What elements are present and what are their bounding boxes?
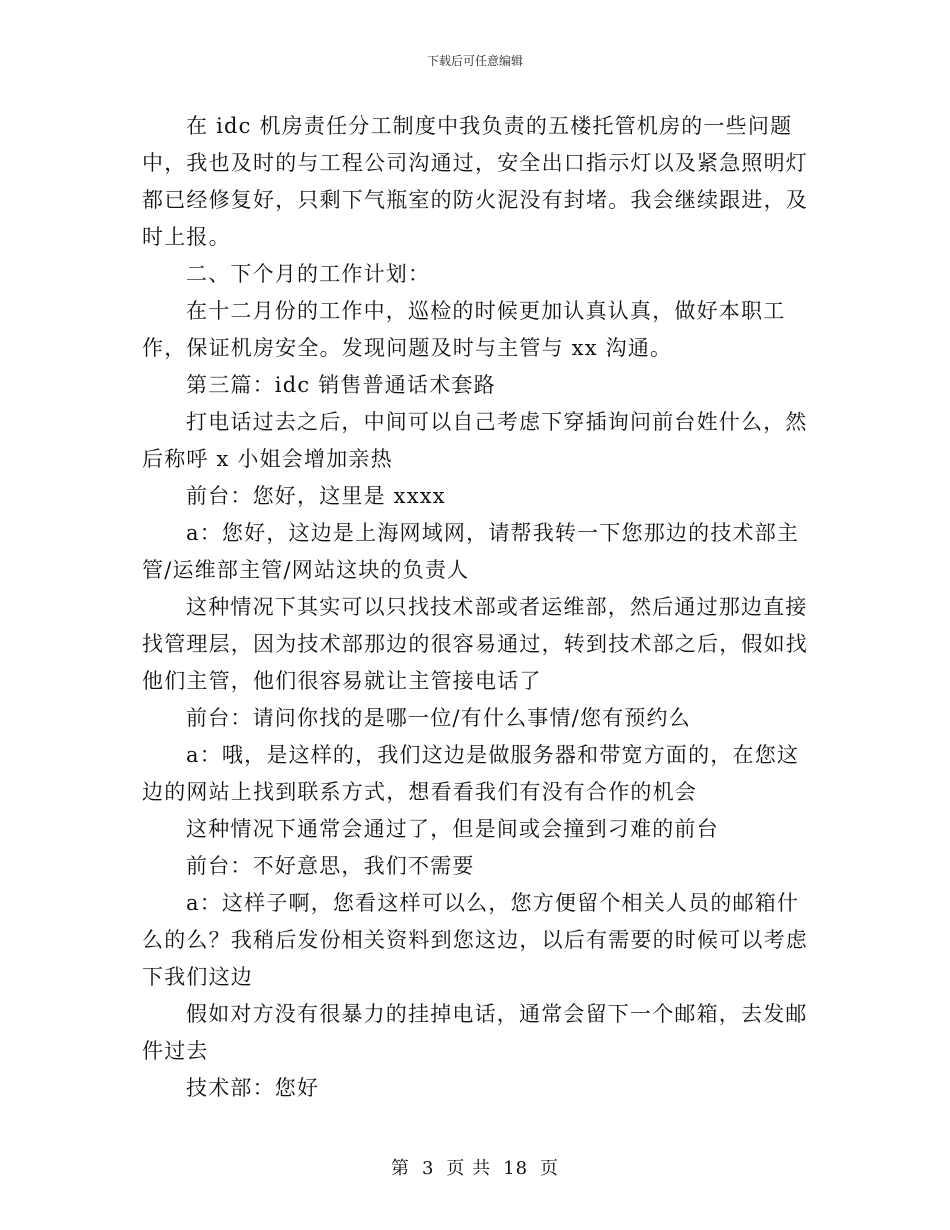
paragraph: 在 idc 机房责任分工制度中我负责的五楼托管机房的一些问题中，我也及时的与工程公司沟通过，安全出口指示灯以及紧急照明灯都已经修复好，只剩下气瓶室的防火泥没有封堵。我会继续跟进，及时上报。 bbox=[142, 114, 808, 249]
dialogue-line: 前台：您好，这里是 xxxx bbox=[186, 484, 446, 508]
footer-page-number: 3 bbox=[421, 1158, 435, 1179]
dialogue-line: 前台：请问你找的是哪一位/有什么事情/您有预约么 bbox=[186, 706, 691, 730]
dialogue-line: a：哦，是这样的，我们这边是做服务器和带宽方面的，在您这边的网站上找到联系方式，想看看我们有没有合作的机会 bbox=[142, 743, 800, 804]
document-body bbox=[142, 108, 810, 1107]
paragraph: 这种情况下通常会通过了，但是间或会撞到刁难的前台 bbox=[186, 817, 719, 841]
section-heading: 二、下个月的工作计划： bbox=[186, 262, 431, 286]
dialogue-line: 技术部：您好 bbox=[186, 1076, 320, 1100]
paragraph: 假如对方没有很暴力的挂掉电话，通常会留下一个邮箱，去发邮件过去 bbox=[142, 1002, 808, 1063]
footer-prefix: 第 bbox=[390, 1158, 410, 1179]
dialogue-line: a：这样子啊，您看这样可以么，您方便留个相关人员的邮箱什么的么？我稍后发份相关资料到您这边，以后有需要的时候可以考虑下我们这边 bbox=[142, 891, 808, 989]
page-footer bbox=[0, 1154, 950, 1180]
dialogue-line: a：您好，这边是上海网域网，请帮我转一下您那边的技术部主管/运维部主管/网站这块的负责人 bbox=[142, 521, 800, 582]
section-heading: 第三篇：idc 销售普通话术套路 bbox=[186, 373, 496, 397]
page-header: 下载后可任意编辑 bbox=[426, 54, 523, 68]
footer-total-pages: 18 bbox=[503, 1158, 529, 1179]
footer-middle: 页 共 bbox=[446, 1158, 492, 1179]
paragraph: 打电话过去之后，中间可以自己考虑下穿插询问前台姓什么，然后称呼 x 小姐会增加亲热 bbox=[142, 410, 808, 471]
footer-suffix: 页 bbox=[540, 1158, 560, 1179]
paragraph: 这种情况下其实可以只找技术部或者运维部，然后通过那边直接找管理层，因为技术部那边的很容易通过，转到技术部之后，假如找他们主管，他们很容易就让主管接电话了 bbox=[142, 595, 808, 693]
paragraph: 在十二月份的工作中，巡检的时候更加认真认真，做好本职工作，保证机房安全。发现问题及时与主管与 xx 沟通。 bbox=[142, 299, 786, 360]
dialogue-line: 前台：不好意思，我们不需要 bbox=[186, 854, 475, 878]
